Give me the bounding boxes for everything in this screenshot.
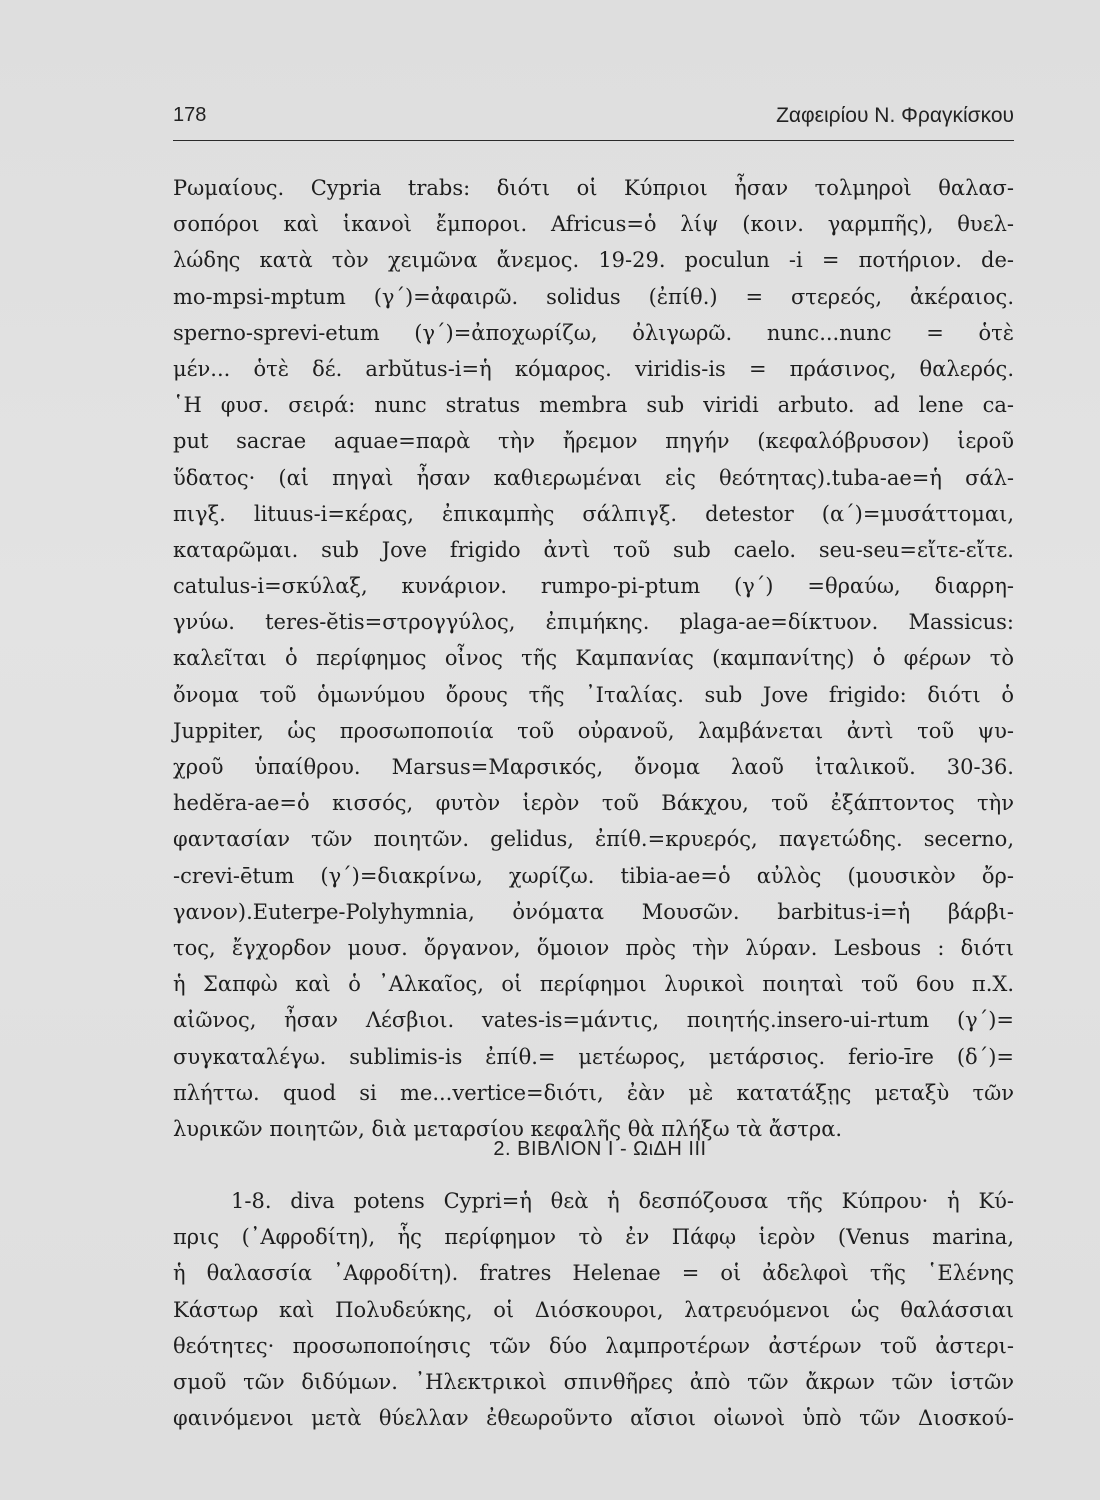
- text-line: τος, ἔγχορδον μουσ. ὄργανον, ὅμοιον πρὸς τὴν λύραν. Lesbous : διότι: [173, 935, 1014, 960]
- text-line: sperno-sprevi-etum (γ΄)=ἀποχωρίζω, ὀλιγωρῶ. nunc...nunc = ὁτὲ: [173, 320, 1014, 345]
- text-line: φαινόμενοι μετὰ θύελλαν ἐθεωροῦντο αἴσιοι οἰωνοὶ ὑπὸ τῶν Διοσκού-: [173, 1406, 1014, 1431]
- page-header: [173, 100, 1014, 141]
- text-line: σμοῦ τῶν διδύμων. ᾿Ηλεκτρικοὶ σπινθῆρες ἀπὸ τῶν ἄκρων τῶν ἱστῶν: [173, 1369, 1014, 1394]
- text-line: 1-8. diva potens Cypri=ἡ θεὰ ἡ δεσπόζουσα τῆς Κύπρου· ἡ Κύ-: [231, 1189, 1014, 1213]
- text-line: catulus-i=σκύλαξ, κυνάριον. rumpo-pi-ptum (γ΄) =θραύω, διαρρη-: [173, 574, 1014, 599]
- text-line: Κάστωρ καὶ Πολυδεύκης, οἱ Διόσκουροι, λατρευόμενοι ὡς θαλάσσιαι: [173, 1297, 1014, 1322]
- text-line: ὄνομα τοῦ ὁμωνύμου ὄρους τῆς ᾿Ιταλίας. sub Jove frigido: διότι ὁ: [173, 682, 1014, 707]
- page-number: 178: [173, 104, 207, 126]
- text-line: mo-mpsi-mptum (γ΄)=ἀφαιρῶ. solidus (ἐπίθ.) = στερεός, ἀκέραιος.: [173, 284, 1014, 309]
- text-line: Juppiter, ὡς προσωποποιία τοῦ οὐρανοῦ, λαμβάνεται ἀντὶ τοῦ ψυ-: [173, 718, 1014, 743]
- text-line: Ρωμαίους. Cypria trabs: διότι οἱ Κύπριοι ἦσαν τολμηροὶ θαλασ-: [173, 176, 1014, 200]
- text-line: αἰῶνος, ἦσαν Λέσβιοι. vates-is=μάντις, ποιητής.insero-ui-rtum (γ΄)=: [173, 1008, 1014, 1033]
- text-line: ἡ θαλασσία ᾿Αφροδίτη). fratres Helenae = οἱ ἀδελφοὶ τῆς ῾Ελένης: [173, 1261, 1014, 1286]
- section-text: [173, 1183, 1014, 1436]
- text-line: πρις (᾿Αφροδίτη), ἧς περίφημον τὸ ἐν Πάφῳ ἱερὸν (Venus marina,: [173, 1225, 1014, 1250]
- running-head: Ζαφειρίου Ν. Φραγκίσκου: [776, 104, 1014, 127]
- section-heading: 2. ΒΙΒΛΙΟΝ I - ΩιΔΗ III: [493, 1138, 707, 1160]
- text-line: λυρικῶν ποιητῶν, διὰ μεταρσίου κεφαλῆς θὰ πλήξω τὰ ἄστρα.: [173, 1116, 843, 1141]
- commentary-text: [173, 170, 1014, 1147]
- text-line: γνύω. teres-ĕtis=στρογγύλος, ἐπιμήκης. plaga-ae=δίκτυον. Massicus:: [173, 610, 1014, 635]
- text-line: χροῦ ὑπαίθρου. Marsus=Μαρσικός, ὄνομα λαοῦ ἰταλικοῦ. 30-36.: [173, 755, 1014, 779]
- text-line: -crevi-ētum (γ΄)=διακρίνω, χωρίζω. tibia-ae=ὁ αὐλὸς (μουσικὸν ὄρ-: [173, 863, 1014, 888]
- text-line: συγκαταλέγω. sublimis-is ἐπίθ.= μετέωρος, μετάρσιος. ferio-īre (δ΄)=: [173, 1044, 1014, 1069]
- text-line: θεότητες· προσωποποίησις τῶν δύο λαμπροτέρων ἀστέρων τοῦ ἀστερι-: [173, 1333, 1014, 1358]
- text-line: πλήττω. quod si me...vertice=διότι, ἐὰν μὲ κατατάξῃς μεταξὺ τῶν: [173, 1080, 1014, 1105]
- text-line: καταρῶμαι. sub Jove frigido ἀντὶ τοῦ sub caelo. seu-seu=εἴτε-εἴτε.: [173, 537, 1014, 562]
- text-line: put sacrae aquae=παρὰ τὴν ἤρεμον πηγήν (κεφαλόβρυσον) ἱεροῦ: [173, 429, 1014, 454]
- text-line: καλεῖται ὁ περίφημος οἶνος τῆς Καμπανίας (καμπανίτης) ὁ φέρων τὸ: [173, 646, 1014, 671]
- text-line: λώδης κατὰ τὸν χειμῶνα ἄνεμος. 19-29. poculun -i = ποτήριον. de-: [173, 248, 1014, 273]
- text-line: ἡ Σαπφὼ καὶ ὁ ᾿Αλκαῖος, οἱ περίφημοι λυρικοὶ ποιηταὶ τοῦ 6ου π.Χ.: [173, 972, 1014, 997]
- text-line: γανον).Euterpe-Polyhymnia, ὀνόματα Μουσῶν. barbitus-i=ἡ βάρβι-: [173, 899, 1014, 924]
- text-line: ὕδατος· (αἱ πηγαὶ ἦσαν καθιερωμέναι εἰς θεότητας).tuba-ae=ἡ σάλ-: [173, 465, 1014, 490]
- text-line: φαντασίαν τῶν ποιητῶν. gelidus, ἐπίθ.=κρυερός, παγετώδης. secerno,: [173, 827, 1014, 852]
- text-line: πιγξ. lituus-i=κέρας, ἐπικαμπὴς σάλπιγξ. detestor (α΄)=μυσάττομαι,: [173, 501, 1014, 526]
- text-line: hedĕra-ae=ὁ κισσός, φυτὸν ἱερὸν τοῦ Βάκχου, τοῦ ἐξάπτοντος τὴν: [173, 791, 1014, 816]
- text-line: σοπόροι καὶ ἱκανοὶ ἔμποροι. Africus=ὁ λίψ (κοιν. γαρμπῆς), θυελ-: [173, 212, 1014, 237]
- text-line: μέν... ὁτὲ δέ. arbŭtus-i=ἡ κόμαρος. viridis-is = πράσινος, θαλερός.: [173, 356, 1014, 381]
- text-line: ῾Η φυσ. σειρά: nunc stratus membra sub viridi arbuto. ad lene ca-: [173, 393, 1014, 418]
